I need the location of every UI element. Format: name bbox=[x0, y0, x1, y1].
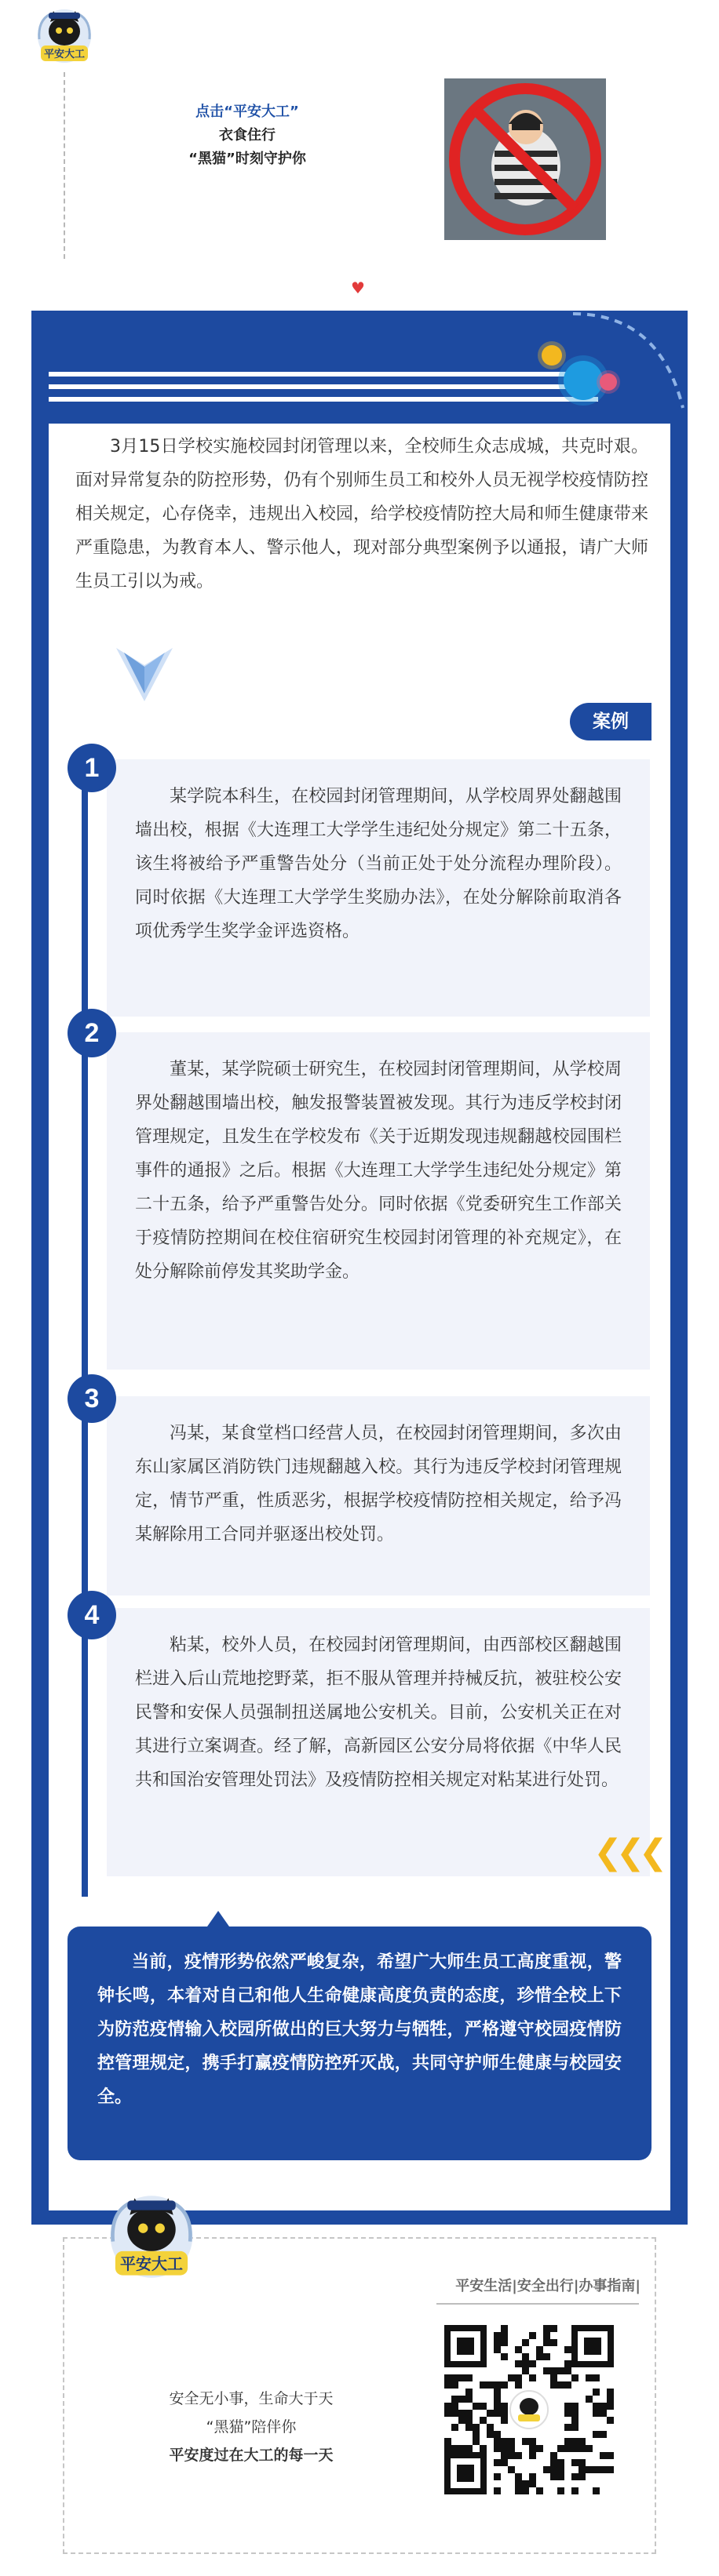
timeline-bar bbox=[82, 750, 88, 1897]
summary-box: 当前，疫情形势依然严峻复杂，希望广大师生员工高度重视，警钟长鸣，本着对自己和他人生命健康高度负责的态度，珍惜全校上下为防范疫情输入校园所做出的巨大努力与牺牲，严格遵守校园疫情防控管理规定，携手打赢疫情防控歼灭战，共同守护师生健康与校园安全。 bbox=[68, 1927, 651, 2160]
case-card-1: 某学院本科生，在校园封闭管理期间，从学校周界处翻越围墙出校，根据《大连理工大学学生违纪处分规定》第二十五条，该生将被给予严重警告处分（当前正处于处分流程办理阶段）。同时依据《大连理工大学学生奖励办法》，在处分解除前取消各项优秀学生奖学金评选资格。 bbox=[107, 759, 650, 1017]
frame-stripe bbox=[49, 397, 598, 402]
chevron-left-icon: ❮❮❮ bbox=[593, 1832, 662, 1872]
triangle-pointer bbox=[207, 1911, 229, 1927]
virus-icon bbox=[542, 345, 562, 366]
header-text bbox=[118, 100, 377, 171]
header-line-2: 衣食住行 bbox=[219, 127, 276, 144]
svg-text:平安大工: 平安大工 bbox=[120, 2254, 183, 2273]
intro-paragraph: 3月15日学校实施校园封闭管理以来，全校师生众志成城，共克时艰。面对异常复杂的防控形势，仍有个别师生员工和校外人员无视学校疫情防控相关规定，心存侥幸，违规出入校园，给学校疫情防控大局和师生健康带来严重隐患，为教育本人、警示他人，现对部分典型案例予以通报，请广大师生员工引以为戒。 bbox=[75, 437, 648, 591]
qr-code[interactable] bbox=[444, 2325, 614, 2494]
header-line-3: “黑猫”时刻守护你 bbox=[188, 151, 306, 167]
case-card-2: 董某，某学院硕士研究生，在校园封闭管理期间，从学校周界处翻越围墙出校，触发报警装置被发现。其行为违反学校封闭管理规定，且发生在学校发布《关于近期发现违规翻越校园围栏事件的通报》之后。根据《大连理工大学学生违纪处分规定》第二十五条，给予严重警告处分。同时依据《党委研究生工作部关于疫情防控期间在校住宿研究生校园封闭管理的补充规定》，在处分解除前停发其奖助学金。 bbox=[107, 1032, 650, 1370]
footer-line-1: 安全无小事，生命大于天 bbox=[169, 2390, 334, 2407]
black-cat-logo[interactable] bbox=[33, 5, 96, 69]
dashed-divider bbox=[64, 72, 65, 259]
case-card-3: 冯某，某食堂档口经营人员，在校园封闭管理期间，多次由东山家属区消防铁门违规翻越入校。其行为违反学校封闭管理规定，情节严重，性质恶劣，根据学校疫情防控相关规定，给予冯某解除用工合同并驱逐出校处罚。 bbox=[107, 1396, 650, 1595]
footer-line-3: 平安度过在大工的每一天 bbox=[169, 2447, 334, 2464]
case-card-4: 粘某，校外人员，在校园封闭管理期间，由西部校区翻越围栏进入后山荒地挖野菜，拒不服从管理并持械反抗，被驻校公安民警和安保人员强制扭送属地公安机关。目前，公安机关正在对其进行立案调查。经了解，高新园区公安分局将依据《中华人民共和国治安管理处罚法》及疫情防控相关规定对粘某进行处罚。 bbox=[107, 1608, 650, 1876]
case-tag: 案例 bbox=[570, 703, 651, 740]
svg-text:平安大工: 平安大工 bbox=[43, 49, 86, 60]
case-number-4: 4 bbox=[68, 1591, 116, 1639]
frame-stripe bbox=[49, 372, 582, 377]
header-line-1[interactable]: 点击“平安大工” bbox=[195, 104, 299, 120]
no-thief-illustration bbox=[444, 78, 606, 240]
footer-divider bbox=[436, 2303, 639, 2305]
case-number-3: 3 bbox=[68, 1374, 116, 1423]
case-number-1: 1 bbox=[68, 744, 116, 792]
black-cat-logo[interactable] bbox=[102, 2189, 201, 2287]
dashed-arc-decoration bbox=[565, 298, 691, 416]
case-number-2: 2 bbox=[68, 1009, 116, 1057]
footer-tags[interactable]: 平安生活|安全出行|办事指南| bbox=[455, 2278, 641, 2294]
frame-stripe bbox=[49, 384, 582, 389]
heart-icon: ♥ bbox=[351, 278, 365, 297]
chevron-down-icon bbox=[113, 642, 176, 704]
header bbox=[0, 0, 719, 259]
footer-text bbox=[126, 2385, 377, 2469]
footer-line-2: “黑猫”陪伴你 bbox=[206, 2418, 297, 2436]
